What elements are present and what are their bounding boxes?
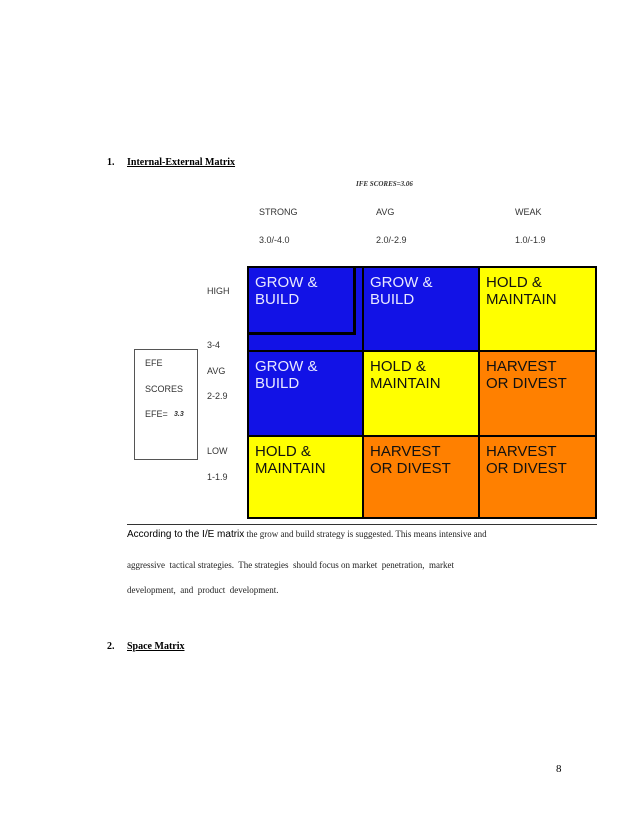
column-label-weak: WEAK <box>515 207 542 217</box>
paragraph-lead: According to the I/E matrix <box>127 529 245 540</box>
matrix-cell-r1-c2: GROW & BUILD <box>364 268 478 350</box>
column-label-strong: STRONG <box>259 207 298 217</box>
row-label-high: HIGH <box>207 286 230 296</box>
matrix-cell-r1-c1: GROW & BUILD <box>249 268 362 350</box>
matrix-cell-r3-c1: HOLD & MAINTAIN <box>249 437 362 517</box>
column-range-weak: 1.0/-1.9 <box>515 235 546 245</box>
efe-box-efe-label: EFE= <box>145 409 168 419</box>
paragraph-line-3: development, and product development. <box>127 585 279 595</box>
section-1-heading <box>107 157 235 168</box>
paragraph-line-1 <box>127 529 487 540</box>
efe-scores-box <box>134 349 198 460</box>
matrix-cell-r2-c1: GROW & BUILD <box>249 352 362 435</box>
section-2-title: Space Matrix <box>127 641 185 652</box>
section-1-title: Internal-External Matrix <box>127 157 236 168</box>
page-number: 8 <box>556 763 562 775</box>
row-label-low: LOW <box>207 446 228 456</box>
efe-box-scores-label: SCORES <box>145 384 184 394</box>
matrix-cell-r2-c2: HOLD & MAINTAIN <box>364 352 478 435</box>
efe-box-value: 3.3 <box>174 411 184 418</box>
column-range-avg: 2.0/-2.9 <box>376 235 407 245</box>
paragraph-line-2: aggressive tactical strategies. The strategies should focus on market penetration, market <box>127 560 454 570</box>
row-label-avg: AVG <box>207 366 226 376</box>
matrix-cell-r3-c2: HARVEST OR DIVEST <box>364 437 478 517</box>
matrix-cell-r3-c3: HARVEST OR DIVEST <box>480 437 595 517</box>
section-1-number: 1. <box>107 157 115 168</box>
matrix-cell-r1-c3: HOLD & MAINTAIN <box>480 268 595 350</box>
section-2-number: 2. <box>107 641 115 652</box>
efe-box-label: EFE <box>145 358 163 368</box>
row-range-low: 1-1.9 <box>207 472 228 482</box>
figure-rule <box>127 524 597 525</box>
row-range-avg: 2-2.9 <box>207 391 228 401</box>
selected-cell-outline <box>247 266 356 335</box>
paragraph-line-1-rest: the grow and build strategy is suggested. This means intensive and <box>244 529 487 539</box>
row-range-high: 3-4 <box>207 340 221 350</box>
matrix-cell-r2-c3: HARVEST OR DIVEST <box>480 352 595 435</box>
section-2-heading <box>107 641 185 652</box>
column-range-strong: 3.0/-4.0 <box>259 235 290 245</box>
ife-scores-header: IFE SCORES=3.06 <box>356 180 413 188</box>
column-label-avg: AVG <box>376 207 395 217</box>
ie-matrix-grid <box>247 266 597 519</box>
